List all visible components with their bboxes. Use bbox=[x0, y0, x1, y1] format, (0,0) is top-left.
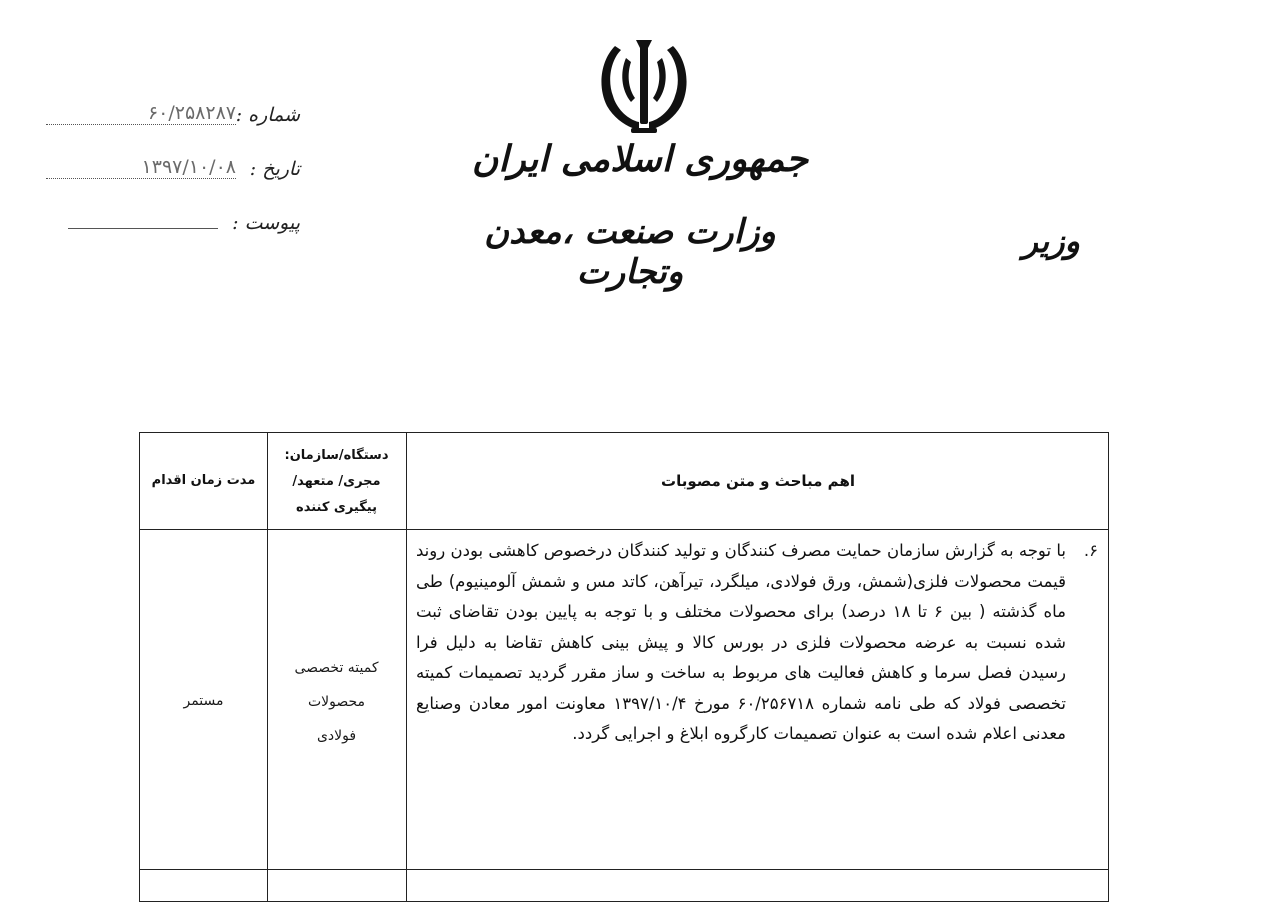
letter-date-row bbox=[40, 158, 300, 188]
letter-date-label: تاریخ : bbox=[249, 158, 300, 180]
header-organization-line: مجری/ متعهد/ bbox=[292, 474, 381, 489]
organization-line: محصولات bbox=[307, 694, 366, 710]
country-title: جمهوری اسلامی ایران bbox=[471, 138, 809, 180]
letter-attachment-label: پیوست : bbox=[232, 212, 300, 234]
organization-line: کمیته تخصصی bbox=[294, 660, 379, 676]
responsible-organization bbox=[267, 651, 406, 753]
item-number: ۶. bbox=[1083, 541, 1098, 560]
letter-number-value: ۶۰/۲۵۸۲۸۷ bbox=[46, 102, 236, 125]
attachment-blank-line bbox=[68, 228, 218, 229]
letter-attachment-row bbox=[40, 212, 300, 242]
header-duration: مدت زمان اقدام bbox=[151, 473, 256, 488]
letter-number-label: شماره : bbox=[235, 104, 300, 126]
iran-emblem-icon bbox=[593, 38, 695, 138]
letter-number-row bbox=[40, 104, 300, 134]
header-organization-line: دستگاه/سازمان: bbox=[284, 448, 389, 463]
header-divider bbox=[140, 529, 1108, 530]
header-organization bbox=[267, 443, 406, 521]
organization-line: فولادی bbox=[316, 728, 357, 744]
resolutions-table bbox=[139, 432, 1109, 902]
ministry-title: وزارت صنعت ،معدن وتجارت bbox=[484, 212, 776, 292]
action-duration: مستمر bbox=[183, 693, 224, 709]
header-topics: اهم مباحث و متن مصوبات bbox=[661, 472, 855, 490]
minister-title: وزیر bbox=[1022, 222, 1080, 260]
letter-date-value: ۱۳۹۷/۱۰/۰۸ bbox=[46, 156, 236, 179]
resolution-text: با توجه به گزارش سازمان حمایت مصرف کنندگان و تولید کنندگان درخصوص کاهشی بودن روند قیمت محصولات فلزی(شمش، ورق فولادی، میلگرد، تیرآهن، کاتد مس و شمش آلومینیوم) طی ماه گذشته ( بین ۶ تا ۱۸ درصد) برای محصولات مختلف و با توجه به پایین بودن تقاضای ثبت شده نسبت به عرضه محصولات فلزی در بورس کالا و پیش بینی کاهش تقاضا به دلیل فرا رسیدن فصل سرما و کاهش فعالیت های مربوط به ساخت و ساز مقرر گردید تصمیمات کمیته تخصصی فولاد که طی نامه شماره ۶۰/۲۵۶۷۱۸ مورخ ۱۳۹۷/۱۰/۴ معاونت امور معادن وصنایع معدنی اعلام شده است به عنوان تصمیمات کارگروه ابلاغ و اجرایی گردد. bbox=[416, 541, 1067, 743]
header-organization-line: پیگیری کننده bbox=[296, 500, 377, 515]
row-divider bbox=[140, 869, 1108, 870]
